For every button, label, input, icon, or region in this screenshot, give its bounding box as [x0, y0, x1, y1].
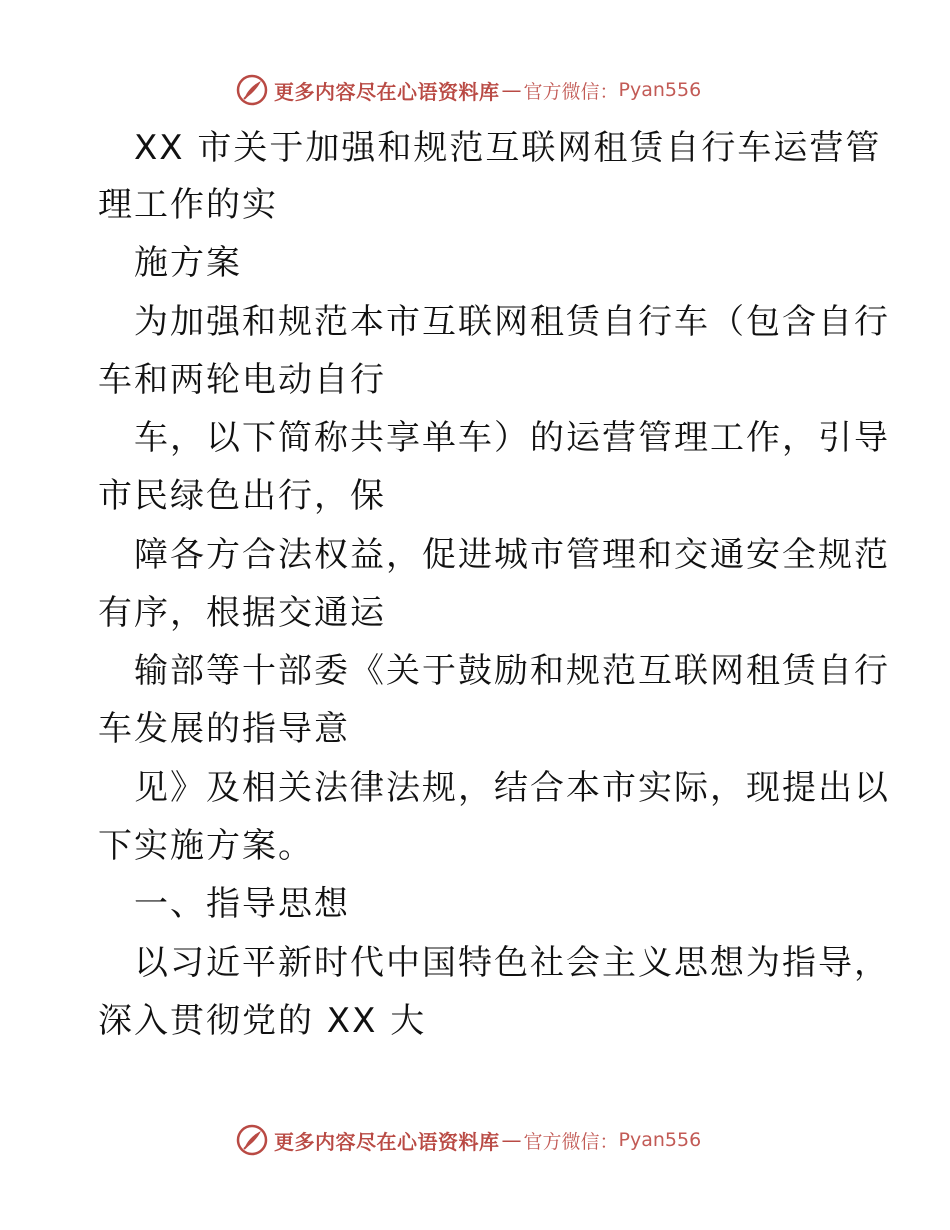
watermark-wechat-id: Pyan556 [618, 1129, 702, 1151]
quill-logo-icon [236, 1124, 268, 1156]
watermark-separator: — [501, 1128, 522, 1152]
section-heading: 一、指导思想 [134, 884, 350, 924]
doc-line: 见》及相关法律法规，结合本市实际，现提出以 [134, 768, 890, 808]
doc-line: 市民绿色出行，保 [98, 476, 386, 516]
watermark-brand: 更多内容尽在心语资料库 [274, 79, 500, 104]
watermark-brand: 更多内容尽在心语资料库 [274, 1129, 500, 1154]
doc-line: 理工作的实 [98, 185, 278, 225]
watermark-label: 官方微信： [523, 1130, 619, 1153]
quill-logo-icon [236, 74, 268, 106]
watermark-label: 官方微信： [523, 80, 619, 103]
doc-line: 车发展的指导意 [98, 709, 350, 749]
doc-line: 障各方合法权益，促进城市管理和交通安全规范 [134, 535, 890, 575]
footer-watermark [236, 1122, 701, 1158]
watermark-separator: — [501, 78, 522, 102]
doc-line: 深入贯彻党的 XX 大 [98, 1001, 427, 1041]
doc-line: 车和两轮电动自行 [98, 360, 386, 400]
doc-line: XX 市关于加强和规范互联网租赁自行车运营管 [134, 128, 882, 168]
doc-line: 为加强和规范本市互联网租赁自行车（包含自行 [134, 302, 890, 342]
doc-line: 下实施方案。 [98, 826, 314, 866]
header-watermark [236, 72, 701, 108]
doc-line: 输部等十部委《关于鼓励和规范互联网租赁自行 [134, 651, 890, 691]
doc-line: 以习近平新时代中国特色社会主义思想为指导， [134, 943, 890, 983]
doc-line: 施方案 [134, 243, 242, 283]
doc-line: 车，以下简称共享单车）的运营管理工作，引导 [134, 418, 890, 458]
watermark-wechat-id: Pyan556 [618, 79, 702, 101]
doc-line: 有序，根据交通运 [98, 593, 386, 633]
